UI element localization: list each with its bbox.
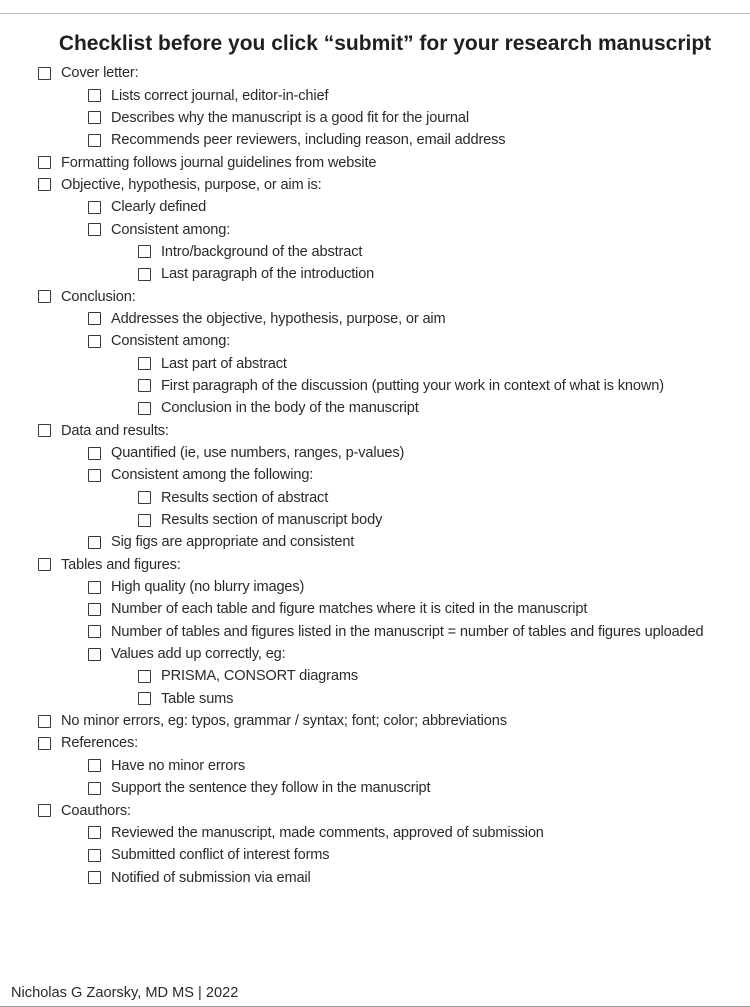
checkbox-icon[interactable] [138,692,151,705]
checklist-item [38,688,750,710]
checklist-item-label: Objective, hypothesis, purpose, or aim is: [61,176,322,193]
checklist-item-label: Number of tables and figures listed in the manuscript = number of tables and figures uploaded [111,623,704,640]
checklist-item [38,554,750,576]
checkbox-icon[interactable] [138,245,151,258]
checkbox-icon[interactable] [88,536,101,549]
checklist-item [38,263,750,285]
checklist-item [38,241,750,263]
top-divider [0,13,750,14]
checklist-item [38,285,750,307]
checkbox-icon[interactable] [88,469,101,482]
checklist-item [38,844,750,866]
checklist-item-label: Recommends peer reviewers, including reason, email address [111,132,506,149]
checkbox-icon[interactable] [88,447,101,460]
checkbox-icon[interactable] [88,826,101,839]
checklist-item [38,487,750,509]
checkbox-icon[interactable] [138,402,151,415]
checklist-item-label: Notified of submission via email [111,869,311,886]
checklist-item [38,375,750,397]
checklist-item [38,330,750,352]
checklist-item-label: Consistent among the following: [111,467,314,484]
checklist-item [38,576,750,598]
checkbox-icon[interactable] [38,804,51,817]
checklist-item-label: Describes why the manuscript is a good fit for the journal [111,109,469,126]
checkbox-icon[interactable] [138,491,151,504]
checklist-item [38,643,750,665]
checklist-item-label: Addresses the objective, hypothesis, purpose, or aim [111,310,446,327]
checkbox-icon[interactable] [88,134,101,147]
checklist-item [38,822,750,844]
checkbox-icon[interactable] [138,670,151,683]
checklist-item [38,799,750,821]
checklist-item-label: First paragraph of the discussion (putting your work in context of what is known) [161,377,664,394]
checklist-item [38,107,750,129]
checklist-item-label: Coauthors: [61,802,131,819]
checklist-item [38,196,750,218]
checklist-item [38,732,750,754]
checklist-item-label: References: [61,735,139,752]
checkbox-icon[interactable] [88,223,101,236]
checklist-item-label: Support the sentence they follow in the manuscript [111,780,431,797]
checklist-item [38,755,750,777]
checkbox-icon[interactable] [38,424,51,437]
checklist-item-label: Lists correct journal, editor-in-chief [111,87,329,104]
checkbox-icon[interactable] [88,111,101,124]
checklist-item-label: Consistent among: [111,333,231,350]
checklist-item-label: Results section of manuscript body [161,512,383,529]
checklist-item-label: Number of each table and figure matches where it is cited in the manuscript [111,601,588,618]
checklist-item [38,420,750,442]
checkbox-icon[interactable] [138,268,151,281]
checkbox-icon[interactable] [88,335,101,348]
checkbox-icon[interactable] [88,312,101,325]
checkbox-icon[interactable] [138,379,151,392]
checklist-item [38,866,750,888]
checklist-item-label: Conclusion: [61,288,136,305]
checklist-item [38,665,750,687]
checklist-item-label: Intro/background of the abstract [161,243,363,260]
checklist-item-label: Formatting follows journal guidelines from website [61,154,377,171]
checklist-item-label: Last part of abstract [161,355,287,372]
checkbox-icon[interactable] [88,625,101,638]
checklist-item-label: Table sums [161,690,234,707]
checklist-item-label: Consistent among: [111,221,231,238]
checklist [38,62,750,889]
checkbox-icon[interactable] [88,603,101,616]
checkbox-icon[interactable] [88,871,101,884]
checklist-item [38,308,750,330]
checklist-item [38,464,750,486]
checklist-item [38,352,750,374]
checklist-item [38,442,750,464]
checklist-item-label: PRISMA, CONSORT diagrams [161,668,358,685]
checklist-item [38,151,750,173]
checkbox-icon[interactable] [138,514,151,527]
author-footer: Nicholas G Zaorsky, MD MS | 2022 [11,985,239,1001]
checklist-item [38,129,750,151]
checklist-item-label: No minor errors, eg: typos, grammar / syntax; font; color; abbreviations [61,713,507,730]
checklist-item-label: Have no minor errors [111,757,246,774]
checkbox-icon[interactable] [88,201,101,214]
checkbox-icon[interactable] [88,581,101,594]
checklist-item-label: Tables and figures: [61,556,181,573]
checklist-item [38,777,750,799]
checklist-item-label: Cover letter: [61,65,139,82]
checklist-item-label: Last paragraph of the introduction [161,266,375,283]
checklist-item [38,531,750,553]
checklist-item [38,174,750,196]
page-title: Checklist before you click “submit” for your research manuscript [58,32,712,55]
checkbox-icon[interactable] [88,648,101,661]
checkbox-icon[interactable] [38,715,51,728]
checklist-item [38,621,750,643]
checkbox-icon[interactable] [88,89,101,102]
checkbox-icon[interactable] [88,759,101,772]
checkbox-icon[interactable] [88,782,101,795]
checklist-item [38,710,750,732]
checklist-item [38,62,750,84]
checklist-item-label: Values add up correctly, eg: [111,646,286,663]
checkbox-icon[interactable] [88,849,101,862]
checklist-item [38,84,750,106]
checklist-item-label: Conclusion in the body of the manuscript [161,400,419,417]
checklist-item-label: Results section of abstract [161,489,329,506]
checkbox-icon[interactable] [138,357,151,370]
checklist-item [38,509,750,531]
checklist-item-label: Reviewed the manuscript, made comments, approved of submission [111,824,544,841]
checklist-item-label: Clearly defined [111,199,207,216]
checkbox-icon[interactable] [38,290,51,303]
checkbox-icon[interactable] [38,737,51,750]
checklist-item-label: High quality (no blurry images) [111,579,305,596]
checklist-item [38,397,750,419]
checklist-item-label: Submitted conflict of interest forms [111,847,330,864]
checkbox-icon[interactable] [38,558,51,571]
checkbox-icon[interactable] [38,178,51,191]
checklist-item-label: Sig figs are appropriate and consistent [111,534,355,551]
checklist-item-label: Quantified (ie, use numbers, ranges, p-values) [111,445,405,462]
checklist-item [38,218,750,240]
checklist-item [38,598,750,620]
checkbox-icon[interactable] [38,156,51,169]
checklist-item-label: Data and results: [61,422,169,439]
checkbox-icon[interactable] [38,67,51,80]
